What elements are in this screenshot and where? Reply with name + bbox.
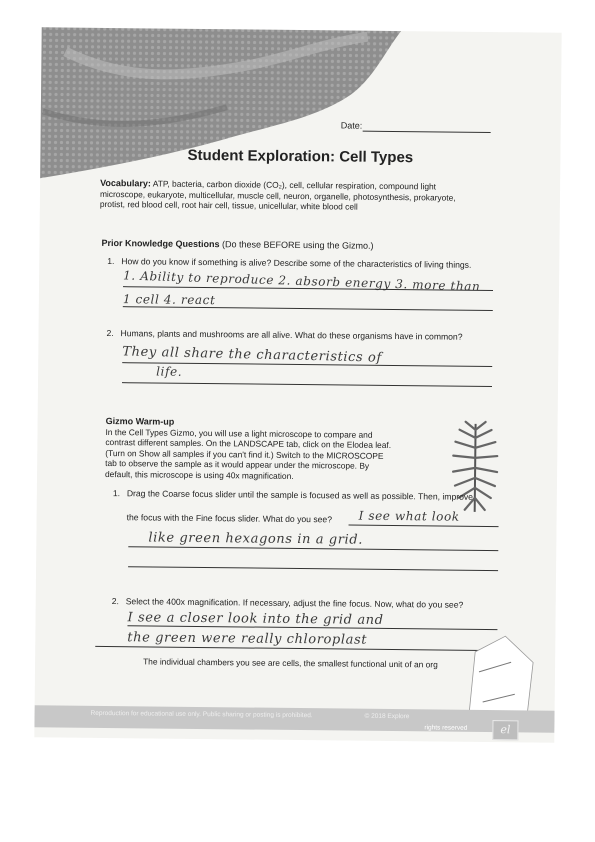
- gizmo-question-2: [111, 596, 546, 610]
- intro-line: (Turn on Show all samples if you can't find it.) Switch to the MICROSCOPE: [105, 447, 384, 461]
- answer-line: [349, 525, 499, 528]
- vocabulary-line-1: ATP, bacteria, carbon dioxide (CO₂), cell, cellular respiration, compound light: [152, 178, 437, 192]
- vocabulary-block: [100, 178, 512, 214]
- footer-copyright: © 2018 Explore: [364, 712, 410, 721]
- intro-line: tab to observe the sample as it would appear under the microscope. By: [105, 458, 370, 471]
- footer-rights: rights reserved: [424, 724, 468, 732]
- question-text: Select the 400x magnification. If necessary, adjust the fine focus. Now, what do you see?: [125, 596, 464, 610]
- explorelearning-logo-icon: el: [492, 720, 518, 740]
- answer-line: [123, 306, 493, 311]
- prior-knowledge-note: (Do these BEFORE using the Gizmo.): [221, 239, 374, 251]
- gizmo-question-1-cont: [127, 512, 332, 524]
- question-text: Humans, plants and mushrooms are all alive. What do these organisms have in common?: [120, 328, 463, 342]
- handwritten-answer: like green hexagons in a grid.: [148, 530, 364, 548]
- gizmo-warmup-intro: [105, 427, 428, 482]
- fabric-overlay: [34, 27, 415, 193]
- question-2: [106, 327, 540, 342]
- handwritten-answer: They all share the characteristics of: [122, 344, 383, 366]
- handwritten-answer: life.: [156, 364, 183, 379]
- handwritten-answer: the green were really chloroplast: [127, 630, 368, 648]
- question-number: 2.: [111, 596, 119, 607]
- vocabulary-line-2: microscope, eukaryote, multicellular, muscle cell, neuron, organelle, photosynthesis, prokaryote,: [99, 188, 456, 203]
- worksheet-page: [34, 27, 561, 742]
- vocabulary-label: Vocabulary:: [100, 177, 152, 189]
- handwritten-answer: I see a closer look into the grid and: [127, 610, 384, 628]
- answer-line: [122, 382, 492, 387]
- question-1: [107, 255, 541, 270]
- intro-line: In the Cell Types Gizmo, you will use a light microscope to compare and: [105, 426, 373, 440]
- footer-notice: Reproduction for educational use only. Public sharing or posting is prohibited.: [90, 709, 313, 720]
- handwritten-answer: 1. Ability to reproduce 2. absorb energy 3. more than: [122, 268, 481, 294]
- question-text: How do you know if something is alive? Describe some of the characteristics of living things.: [121, 256, 472, 270]
- handwritten-answer: 1 cell 4. react: [122, 292, 216, 308]
- gizmo-warmup-heading: Gizmo Warm-up: [105, 415, 175, 427]
- question-text: the focus with the Fine focus slider. What do you see?: [126, 512, 333, 525]
- prior-knowledge-heading: [101, 238, 373, 251]
- cells-statement: The individual chambers you see are cells, the smallest functional unit of an org: [143, 656, 438, 670]
- question-number: 1.: [107, 255, 115, 267]
- question-text: Drag the Coarse focus slider until the sample is focused as well as possible. Then, improve: [126, 488, 474, 502]
- date-label: Date:: [340, 120, 363, 131]
- prior-knowledge-title: Prior Knowledge Questions: [101, 237, 220, 250]
- page-title: Student Exploration: Cell Types: [187, 146, 414, 167]
- answer-line: [128, 566, 498, 571]
- intro-line: default, this microscope is using 40x magnification.: [105, 468, 294, 481]
- intro-line: contrast different samples. On the LANDSCAPE tab, click on the Elodea leaf.: [105, 437, 392, 451]
- question-number: 2.: [106, 327, 114, 339]
- vocabulary-line-3: protist, red blood cell, root hair cell, tissue, unicellular, white blood cell: [99, 199, 358, 212]
- question-number: 1.: [112, 488, 121, 499]
- handwritten-answer: I see what look: [358, 508, 460, 524]
